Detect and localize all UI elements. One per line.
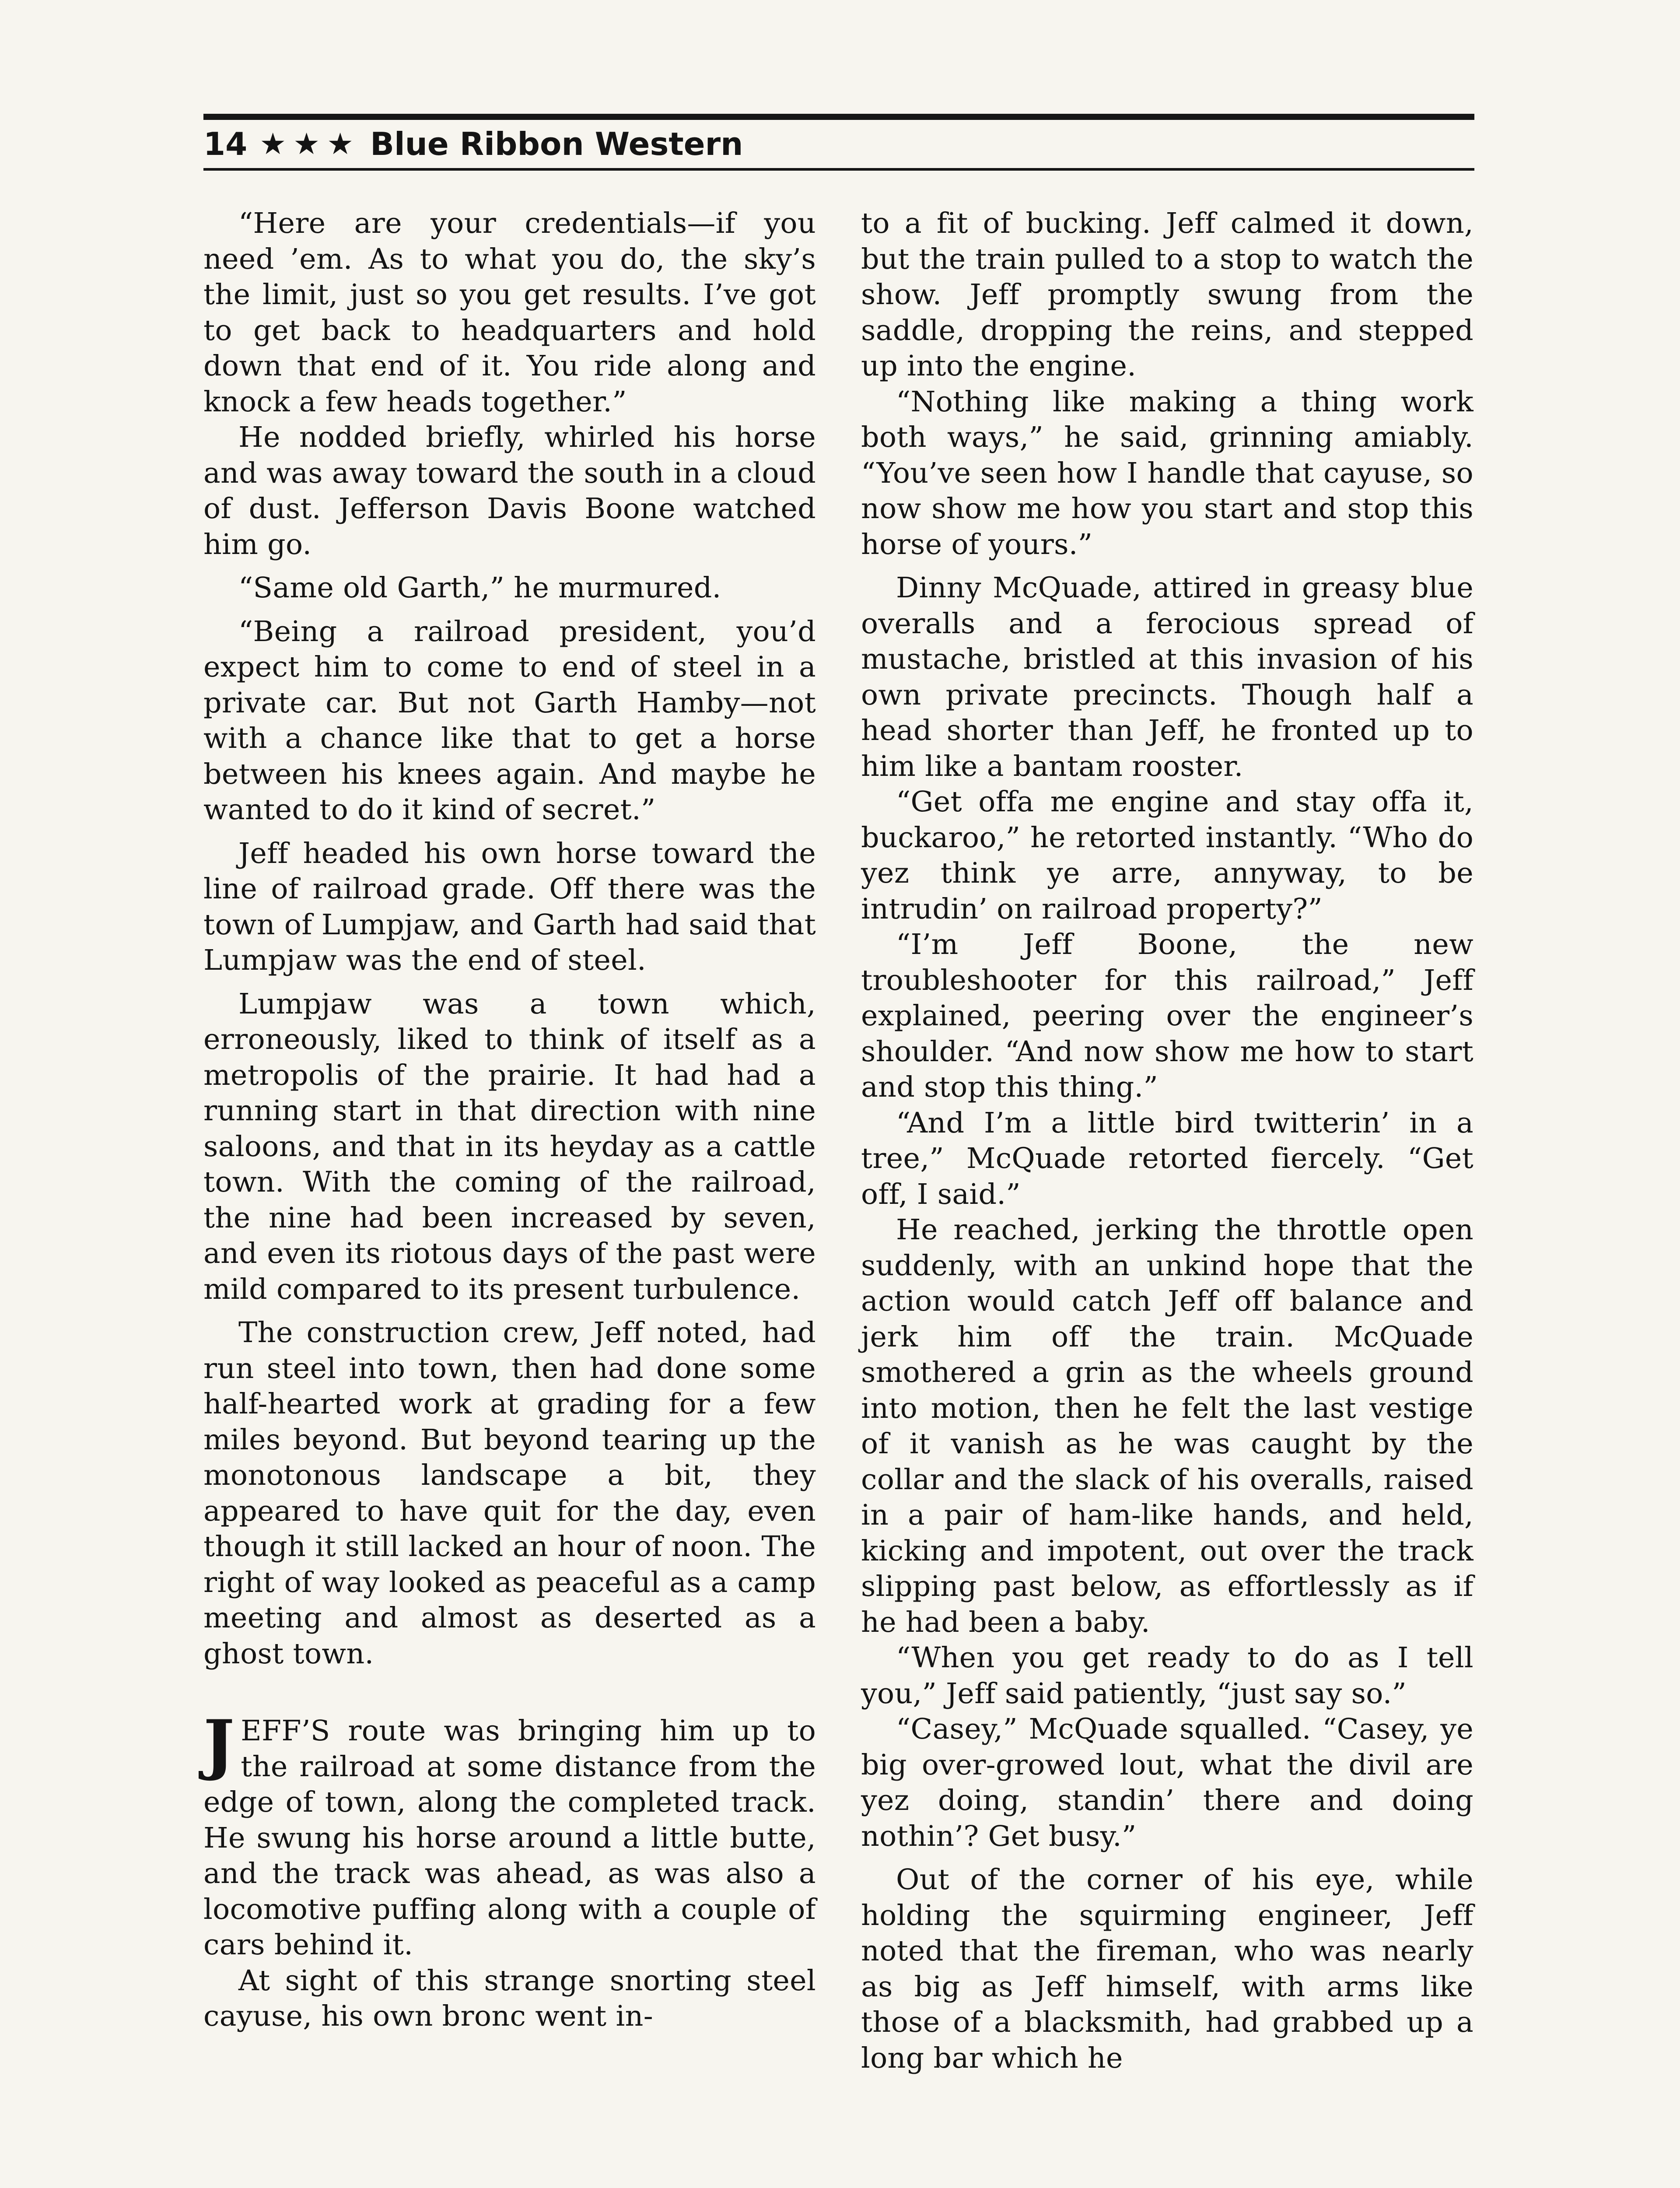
paragraph: Out of the corner of his eye, while holding the squirming engineer, Jeff noted that the fireman, who was nearly as big as Jeff himself, with arms like those of a blacksmith, had grabbed up a long bar which he <box>861 1863 1474 2075</box>
paragraph: “Nothing like making a thing work both ways,” he said, grinning amiably. “You’ve seen how I handle that cayuse, so now show me how you start and stop this horse of yours.” <box>861 385 1474 561</box>
paragraph: He reached, jerking the throttle open suddenly, with an unkind hope that the action would catch Jeff off balance and jerk him off the train. McQuade smothered a grin as the wheels ground into motion, then he felt the last vestige of it vanish as he was caught by the collar and the slack of his overalls, raised in a pair of ham-like hands, and held, kicking and impotent, out over the track slipping past below, as effortlessly as if he had been a baby. <box>861 1213 1474 1639</box>
paragraph: “I’m Jeff Boone, the new troubleshooter for this railroad,” Jeff explained, peering over the engineer’s shoulder. “And now show me how to start and stop this thing.” <box>861 928 1474 1104</box>
paragraph: Jeff headed his own horse toward the line of railroad grade. Off there was the town of Lumpjaw, and Garth had said that Lumpjaw was the end of steel. <box>203 837 816 977</box>
paragraph: The construction crew, Jeff noted, had run steel into town, then had done some half-hearted work at grading for a few miles beyond. But beyond tearing up the monotonous landscape a bit, they appeared to have quit for the day, even though it still lacked an hour of noon. The right of way looked as peaceful as a camp meeting and almost as deserted as a ghost town. <box>203 1316 816 1670</box>
paragraph-text: EFF’S route was bringing him up to the railroad at some distance from the edge of town, along the completed track. He swung his horse around a little butte, and the track was ahead, as was also a locomotive puffing along with a couple of cars behind it. <box>203 1715 816 1961</box>
paragraph: Dinny McQuade, attired in greasy blue overalls and a ferocious spread of mustache, bristled at this invasion of his own private precincts. Though half a head shorter than Jeff, he fronted up to him like a bantam rooster. <box>861 572 1474 783</box>
magazine-title: Blue Ribbon Western <box>370 126 743 162</box>
paragraph: At sight of this strange snorting steel cayuse, his own bronc went in- <box>203 1964 816 2033</box>
paragraph: “Here are your credentials—if you need ’em. As to what you do, the sky’s the limit, just so you get results. I’ve got to get back to headquarters and hold down that end of it. You ride along and knock a few heads together.” <box>203 207 816 418</box>
paragraph: “Casey,” McQuade squalled. “Casey, ye big over-growed lout, what the divil are yez doing, standin’ there and doing nothin’? Get busy.” <box>861 1713 1474 1853</box>
left-column <box>203 206 816 2034</box>
paragraph: Lumpjaw was a town which, erroneously, liked to think of itself as a metropolis of the prairie. It had had a running start in that direction with nine saloons, and that in its heyday as a cattle town. With the coming of the railroad, the nine had been increased by seven, and even its riotous days of the past were mild compared to its present turbulence. <box>203 987 816 1306</box>
paragraph: “Get offa me engine and stay offa it, buckaroo,” he retorted instantly. “Who do yez think ye arre, annyway, to be intrudin’ on railroad property?” <box>861 785 1474 926</box>
page-number: 14 <box>203 126 248 162</box>
paragraph: “Same old Garth,” he murmured. <box>238 572 721 604</box>
drop-cap: J <box>203 1706 235 1783</box>
page-header <box>203 114 1474 171</box>
paragraph: “Being a railroad president, you’d expect him to come to end of steel in a private car. But not Garth Hamby—not with a chance like that to get a horse between his knees again. And maybe he wanted to do it kind of secret.” <box>203 615 816 826</box>
paragraph: “And I’m a little bird twitterin’ in a tree,” McQuade retorted fiercely. “Get off, I said.” <box>861 1106 1474 1211</box>
star-icons: ★★★ <box>259 126 361 161</box>
paragraph: He nodded briefly, whirled his horse and was away toward the south in a cloud of dust. Jefferson Davis Boone watched him go. <box>203 421 816 561</box>
paragraph: to a fit of bucking. Jeff calmed it down, but the train pulled to a stop to watch the show. Jeff promptly swung from the saddle, dropping the reins, and stepped up into the engine. <box>861 207 1474 382</box>
section-paragraph <box>203 1706 816 1963</box>
right-column <box>861 206 1474 2076</box>
paragraph: “When you get ready to do as I tell you,” Jeff said patiently, “just say so.” <box>861 1641 1474 1710</box>
